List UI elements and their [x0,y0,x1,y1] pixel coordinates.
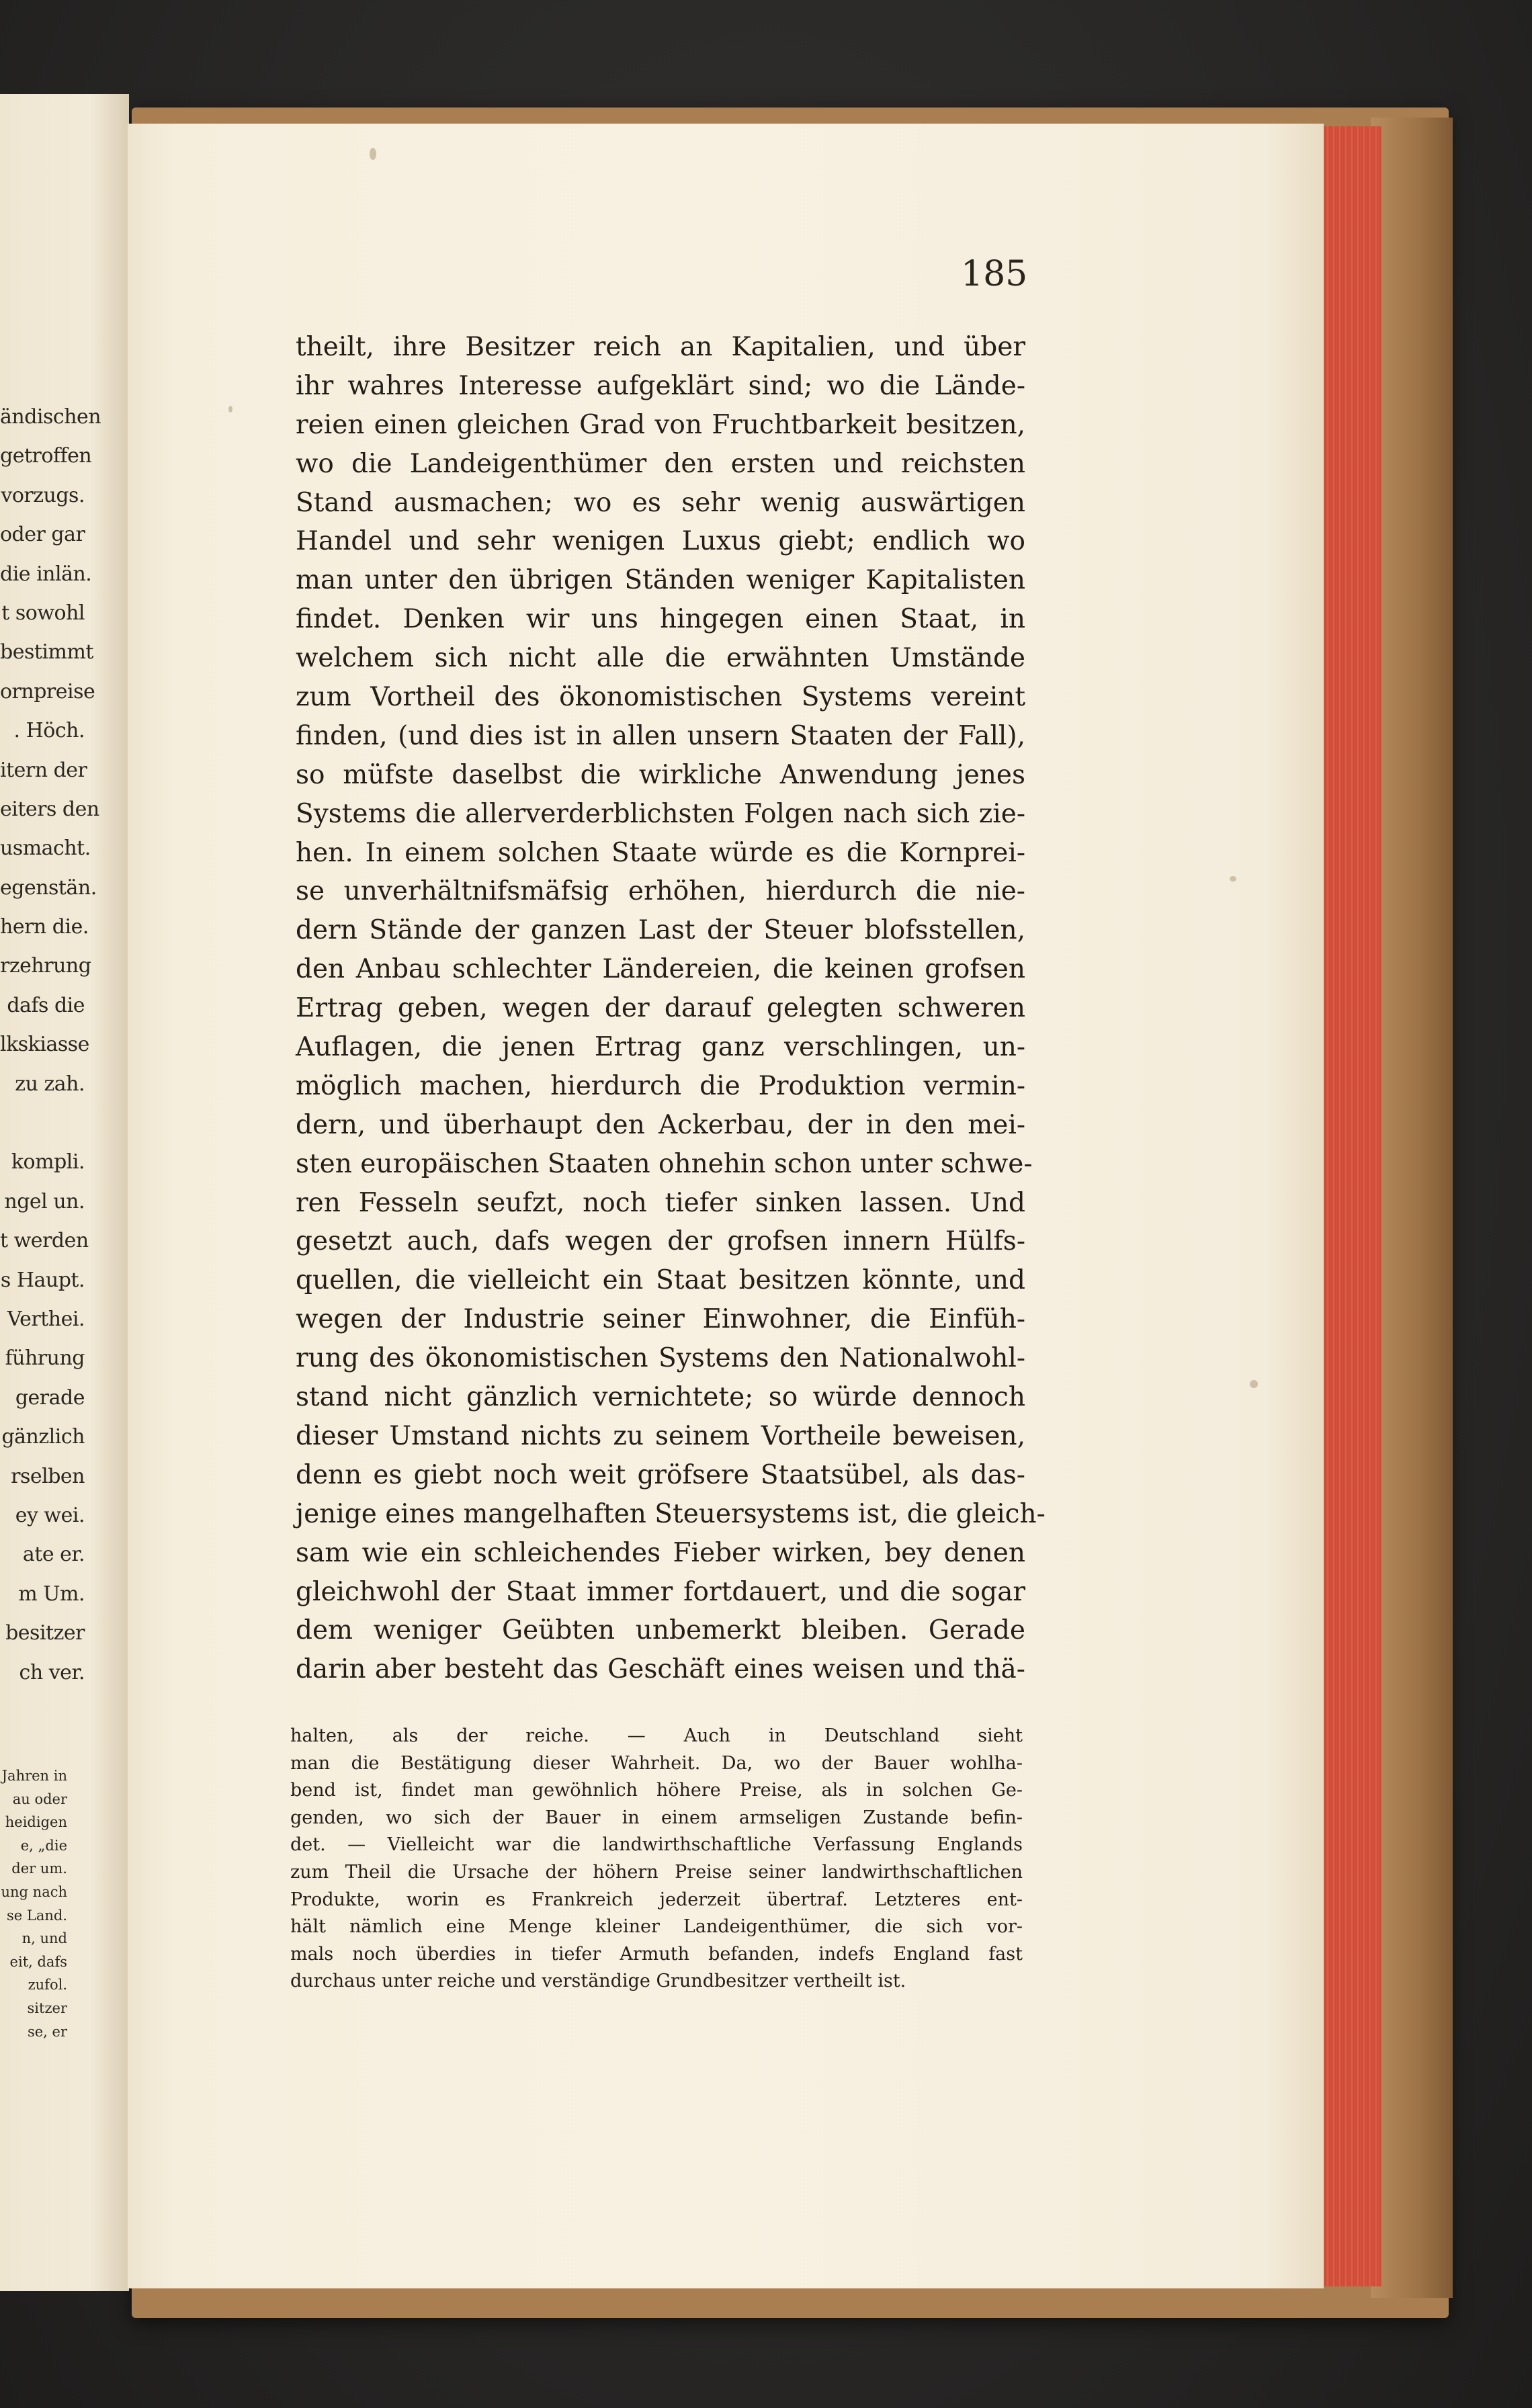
left-page-fragment: besitzer [5,1621,85,1645]
left-page-fragment: vorzugs. [1,483,85,507]
left-page-fragment: ey wei. [15,1503,85,1527]
footnote-line: mals noch überdies in tiefer Armuth befanden, indefs England fast [290,1943,1023,1965]
left-page-fragment: gerade [15,1385,85,1410]
left-page-fragment: t sowohl [1,601,85,625]
left-page-fragment: egenstän. [0,875,97,900]
footnote-line: det. — Vielleicht war die landwirthschaftliche Verfassung Englands [290,1834,1023,1856]
text-line: dern, und überhaupt den Ackerbau, der in den mei- [296,1109,1025,1140]
left-page-note-fragment: der um. [11,1860,67,1877]
footnote-line: Produkte, worin es Frankreich jederzeit übertraf. Letzteres ent- [290,1889,1023,1910]
ink-spot [1250,1380,1258,1388]
left-page-fragment: gänzlich [1,1425,85,1449]
text-line: man unter den übrigen Ständen weniger Kapitalisten [296,565,1025,596]
text-line: finden, (und dies ist in allen unsern Staaten der Fall), [296,720,1025,751]
footnote-line: zum Theil die Ursache der höhern Preise seiner landwirthschaftlichen [290,1861,1023,1883]
left-page-fragment: . Höch. [13,719,85,743]
text-line: den Anbau schlechter Ländereien, die keinen grofsen [296,954,1025,985]
footnote [290,1723,1023,1995]
text-line: hen. In einem solchen Staate würde es die Kornprei- [296,837,1025,868]
text-line: wo die Landeigenthümer den ersten und reichsten [296,448,1025,479]
left-page-fragment: die inlän. [0,562,92,586]
page-number: 185 [961,254,1028,294]
footnote-line: genden, wo sich der Bauer in einem armseligen Zustande befin- [290,1807,1023,1828]
left-page-fragment: eiters den [0,797,99,821]
left-page-fragment [0,1104,85,1143]
left-page-notes [0,1764,67,2043]
left-page-note-fragment: Jahren in [1,1768,67,1784]
text-line: dem weniger Geübten unbemerkt bleiben. Gerade [296,1615,1025,1646]
left-page-fragment: ornpreise [0,679,95,703]
left-page-note-fragment: n, und [22,1930,67,1947]
left-page-note-fragment: heidigen [5,1814,67,1831]
cover-edge [1371,118,1453,2298]
footnote-line: halten, als der reiche. — Auch in Deutschland sieht [290,1725,1023,1746]
footnote-line: durchaus unter reiche und verständige Grundbesitzer vertheilt ist. [290,1971,906,1992]
left-page-fragment: rselben [11,1464,85,1488]
ink-spot [370,148,376,160]
text-line: gleichwohl der Staat immer fortdauert, und die sogar [296,1576,1025,1607]
text-line: theilt, ihre Besitzer reich an Kapitalien, und über [296,332,1025,362]
left-page-fragment: oder gar [0,523,85,547]
left-page-note-fragment: e, „die [20,1837,67,1854]
left-page-fragment: ate er. [22,1543,85,1567]
main-text [296,328,1046,1689]
text-line: so müfste daselbst die wirkliche Anwendung jenes [296,759,1025,790]
left-page-fragment: ch ver. [19,1660,85,1684]
left-page-fragment: dafs die [7,993,85,1017]
text-line: darin aber besteht das Geschäft eines weisen und thä- [296,1654,1025,1685]
left-page-note-fragment: zufol. [28,1977,67,1993]
text-line: se unverhältnifsmäfsig erhöhen, hierdurch die nie- [296,876,1025,907]
left-page-note-fragment: au oder [12,1791,67,1807]
text-line: denn es giebt noch weit gröfsere Staatsübel, als das- [296,1459,1025,1490]
left-page-fragment: Verthei. [7,1307,85,1331]
left-page-fragment: itern der [0,758,87,782]
left-page-fragment: kompli. [11,1150,85,1174]
text-line: gesetzt auch, dafs wegen der grofsen innern Hülfs- [296,1226,1025,1257]
text-line: ren Fesseln seufzt, noch tiefer sinken lassen. Und [296,1187,1025,1218]
footnote-line: man die Bestätigung dieser Wahrheit. Da, wo der Bauer wohlha- [290,1752,1023,1774]
text-line: wegen der Industrie seiner Einwohner, die Einfüh- [296,1304,1025,1335]
left-page-note-fragment: eit, dafs [9,1953,67,1970]
text-line: Ertrag geben, wegen der darauf gelegten schweren [296,993,1025,1024]
left-page-text [0,398,101,1692]
text-line: rung des ökonomistischen Systems den Nationalwohl- [296,1343,1025,1374]
text-line: welchem sich nicht alle die erwähnten Umstände [296,643,1025,674]
text-line: ihr wahres Interesse aufgeklärt sind; wo die Lände- [296,370,1025,401]
text-line: jenige eines mangelhaften Steuersystems ist, die gleich- [296,1498,1046,1529]
left-page-note-fragment: se Land. [7,1907,67,1924]
left-page-note-fragment: sitzer [27,2000,67,2016]
footnote-line: bend ist, findet man gewöhnlich höhere Preise, als in solchen Ge- [290,1780,1023,1801]
left-facing-page [0,94,129,2291]
text-line: findet. Denken wir uns hingegen einen Staat, in [296,604,1025,635]
text-line: dieser Umstand nichts zu seinem Vortheile beweisen, [296,1420,1025,1451]
left-page-fragment: s Haupt. [0,1268,85,1292]
footnote-line: hält nämlich eine Menge kleiner Landeigenthümer, die sich vor- [290,1916,1023,1938]
text-line: zum Vortheil des ökonomistischen Systems vereint [296,682,1025,713]
left-page-fragment: ngel un. [4,1189,85,1213]
ink-spot [1230,876,1236,882]
left-page-fragment: zu zah. [15,1072,85,1096]
text-line: Stand ausmachen; wo es sehr wenig auswärtigen [296,487,1025,518]
text-line: Handel und sehr wenigen Luxus giebt; endlich wo [296,526,1025,557]
text-line: reien einen gleichen Grad von Fruchtbarkeit besitzen, [296,409,1025,440]
left-page-fragment: getroffen [0,444,92,468]
text-line: dern Stände der ganzen Last der Steuer blofsstellen, [296,915,1025,946]
left-page-fragment: usmacht. [0,836,91,861]
text-line: Systems die allerverderblichsten Folgen nach sich zie- [296,798,1025,829]
ink-spot [228,406,232,413]
red-page-edge [1322,126,1381,2286]
left-page-note-fragment: ung nach [1,1883,67,1900]
left-page-fragment: ändischen [0,405,101,429]
left-page-fragment: hern die. [0,915,89,939]
left-page-fragment: m Um. [18,1582,85,1606]
left-page-fragment: lkskiasse [0,1033,89,1057]
left-page-fragment: führung [5,1346,85,1371]
left-page-fragment: bestimmt [0,640,93,664]
left-page-fragment: rzehrung [0,954,91,978]
left-page-note-fragment: se, er [27,2023,67,2040]
text-line: stand nicht gänzlich vernichtete; so würde dennoch [296,1382,1025,1413]
text-line: sten europäischen Staaten ohnehin schon unter schwe- [296,1148,1033,1179]
text-line: möglich machen, hierdurch die Produktion vermin- [296,1070,1025,1101]
text-line: sam wie ein schleichendes Fieber wirken, bey denen [296,1537,1025,1568]
text-line: Auflagen, die jenen Ertrag ganz verschlingen, un- [296,1032,1025,1063]
left-page-fragment: t werden [0,1229,89,1253]
text-line: quellen, die vielleicht ein Staat besitzen könnte, und [296,1265,1025,1296]
